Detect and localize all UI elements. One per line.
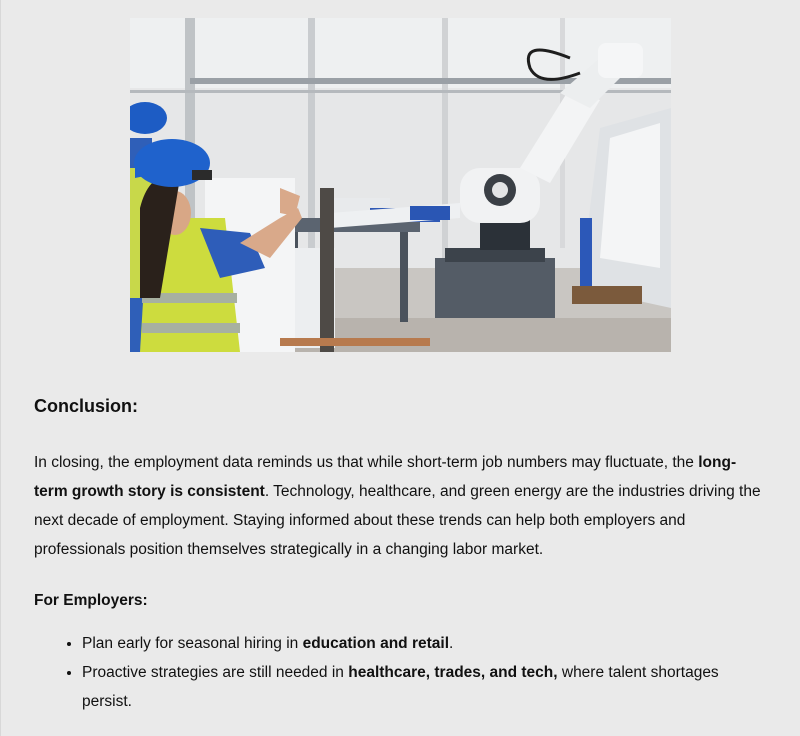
list-item-text: where talent shortages persist.	[82, 664, 719, 710]
list-item	[82, 658, 764, 716]
list-item-bold: education and retail	[302, 635, 449, 652]
list-item-bold: healthcare, trades, and tech,	[348, 664, 558, 681]
list-item-text: Proactive strategies are still needed in	[82, 664, 349, 681]
conclusion-heading: Conclusion:	[34, 396, 138, 416]
hero-image	[130, 18, 671, 352]
conclusion-bold-text: long-term growth story is consistent	[34, 454, 737, 500]
conclusion-paragraph	[34, 448, 764, 564]
list-item	[82, 629, 764, 658]
employers-list	[34, 629, 764, 716]
industrial-robot-photo	[130, 18, 671, 352]
list-item-text: Plan early for seasonal hiring in	[82, 635, 303, 652]
article-content	[34, 392, 764, 716]
employers-heading: For Employers:	[34, 592, 148, 609]
conclusion-text-part1: In closing, the employment data reminds us that while short-term job numbers may fluctuate, the	[34, 454, 699, 471]
list-item-text: .	[449, 635, 454, 652]
conclusion-text-part2: . Technology, healthcare, and green energy are the industries driving the next decade of employment. Staying informed about these trends can help both employers and professionals position themselves strategically in a changing labor market.	[34, 483, 761, 558]
